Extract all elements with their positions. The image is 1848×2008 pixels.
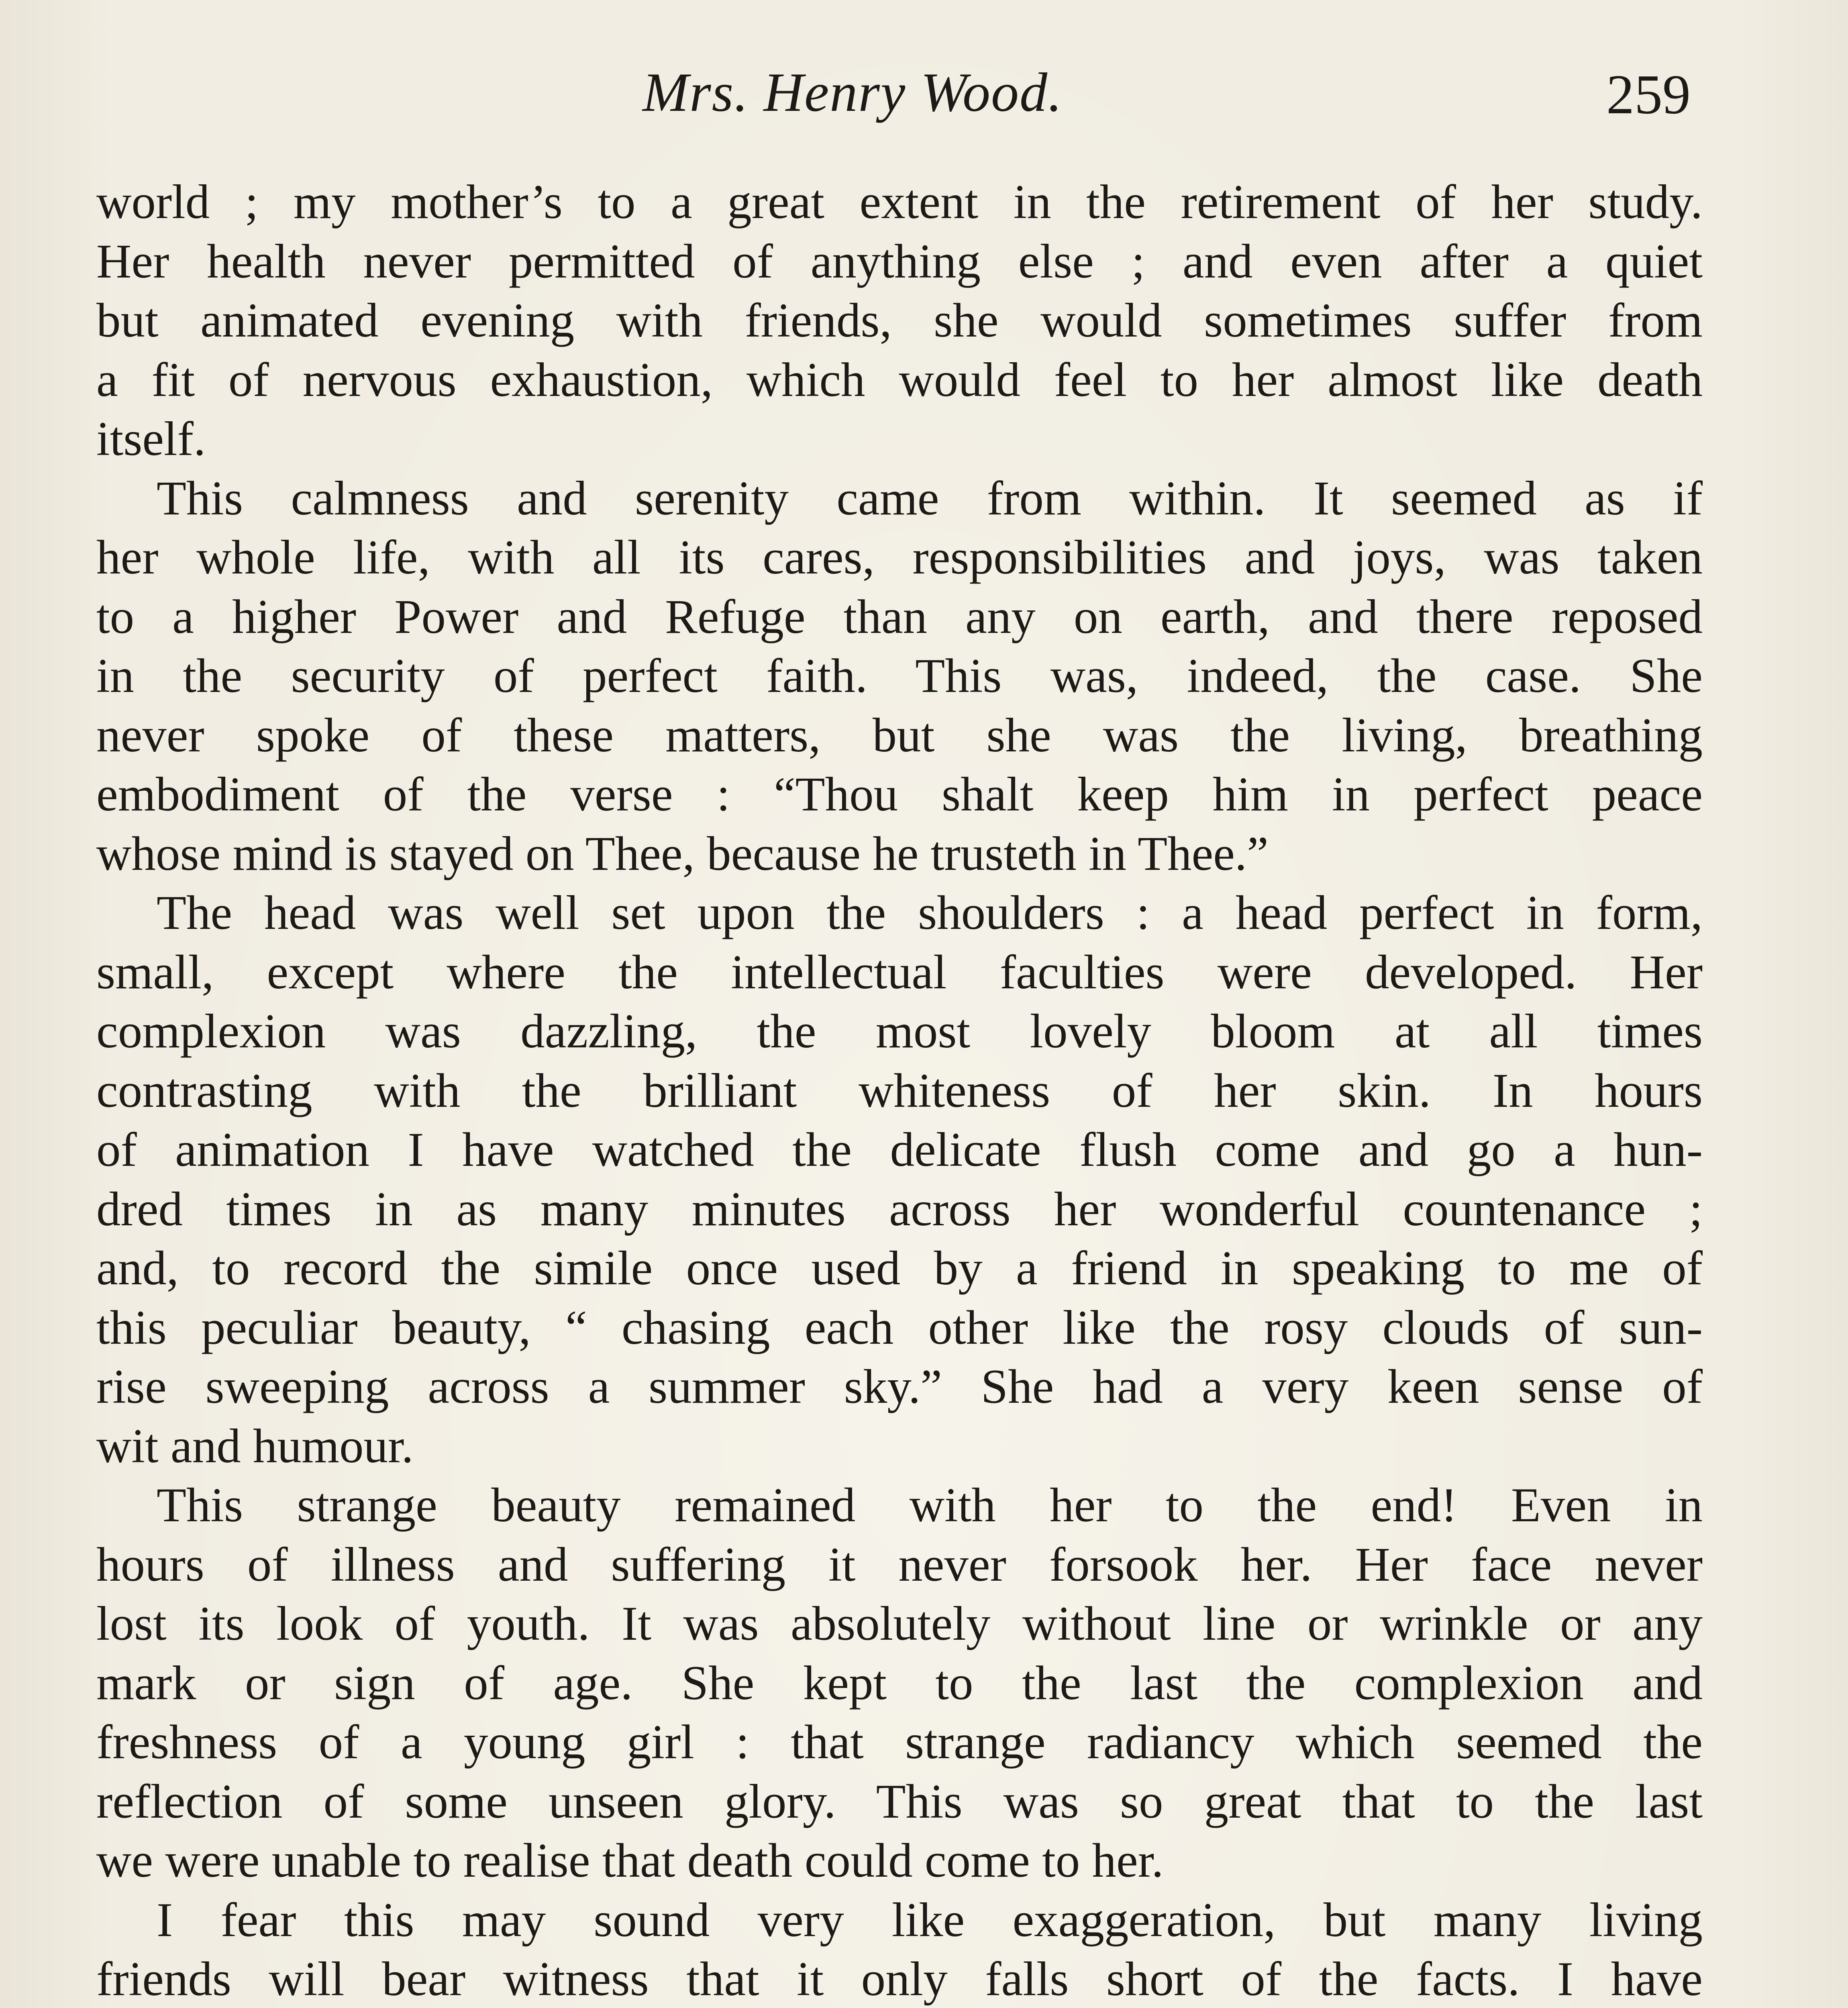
text-line: whose mind is stayed on Thee, because he trusteth in Thee.”	[96, 826, 1269, 881]
text-line: itself.	[96, 412, 206, 466]
text-line: hours of illness and suffering it never forsook her. Her face never	[96, 1537, 1703, 1592]
text-line: small, except where the intellectual faculties were developed. Her	[96, 945, 1703, 999]
text-line: freshness of a young girl : that strange radiancy which seemed the	[96, 1715, 1703, 1769]
text-line: her whole life, with all its cares, responsibilities and joys, was taken	[96, 531, 1703, 584]
running-title: Mrs. Henry Wood.	[643, 61, 1063, 123]
text-line: in the security of perfect faith. This was, indeed, the case. She	[96, 649, 1703, 703]
paragraph-start-line: The head was well set upon the shoulders : a head perfect in form,	[157, 886, 1703, 940]
text-line: never spoke of these matters, but she was the living, breathing	[96, 708, 1703, 762]
text-line: reflection of some unseen glory. This was so great that to the last	[96, 1774, 1703, 1828]
text-line: world ; my mother’s to a great extent in the retirement of her study.	[96, 175, 1703, 229]
page-number: 259	[1606, 63, 1691, 126]
text-line: dred times in as many minutes across her wonderful countenance ;	[96, 1182, 1703, 1236]
text-line: embodiment of the verse : “Thou shalt keep him in perfect peace	[96, 767, 1703, 821]
text-line: a fit of nervous exhaustion, which would feel to her almost like death	[96, 353, 1703, 407]
text-line: this peculiar beauty, “ chasing each other like the rosy clouds of sun-	[96, 1300, 1703, 1355]
text-line: friends will bear witness that it only falls short of the facts. I have	[96, 1952, 1703, 2006]
text-line: rise sweeping across a summer sky.” She had a very keen sense of	[96, 1360, 1703, 1414]
text-line: of animation I have watched the delicate flush come and go a hun-	[96, 1123, 1703, 1177]
paragraph-start-line: I fear this may sound very like exaggeration, but many living	[157, 1893, 1703, 1947]
text-line: mark or sign of age. She kept to the last the complexion and	[96, 1656, 1703, 1710]
paragraph-start-line: This calmness and serenity came from within. It seemed as if	[157, 471, 1703, 525]
paragraph-start-line: This strange beauty remained with her to the end! Even in	[157, 1478, 1703, 1532]
text-line: Her health never permitted of anything else ; and even after a quiet	[96, 234, 1703, 288]
text-line: we were unable to realise that death could come to her.	[96, 1834, 1164, 1888]
text-line: but animated evening with friends, she would sometimes suffer from	[96, 294, 1703, 347]
text-line: lost its look of youth. It was absolutely without line or wrinkle or any	[96, 1597, 1703, 1651]
text-line: and, to record the simile once used by a friend in speaking to me of	[96, 1241, 1703, 1295]
text-line: contrasting with the brilliant whiteness of her skin. In hours	[96, 1063, 1703, 1118]
text-line: complexion was dazzling, the most lovely bloom at all times	[96, 1004, 1703, 1058]
text-line: to a higher Power and Refuge than any on earth, and there reposed	[96, 590, 1703, 644]
text-line: wit and humour.	[96, 1419, 414, 1473]
body-text	[96, 173, 1703, 2008]
